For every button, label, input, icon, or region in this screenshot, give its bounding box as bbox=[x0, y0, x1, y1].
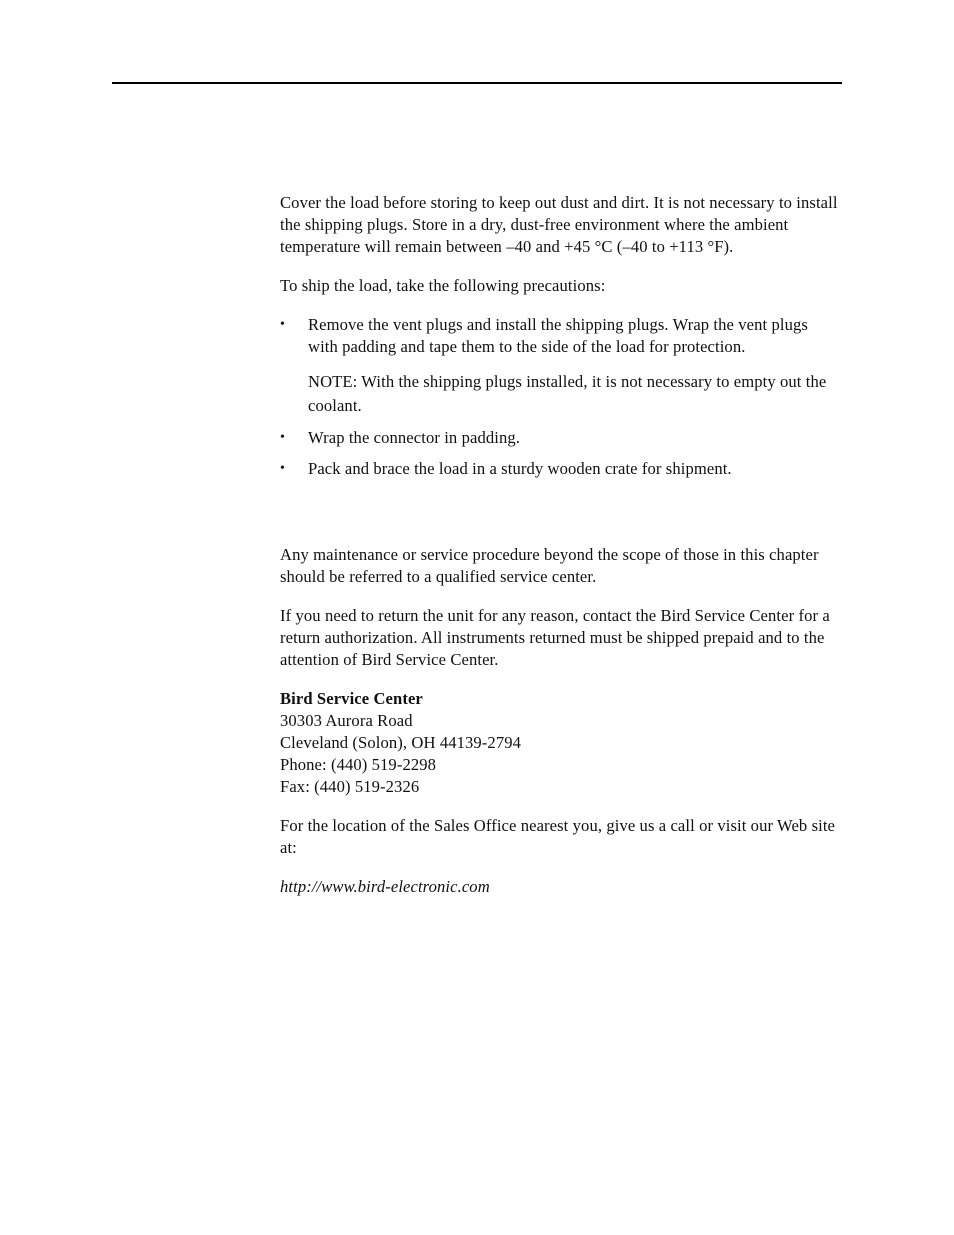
section-spacer bbox=[280, 480, 842, 544]
storage-paragraph: Cover the load before storing to keep out dust and dirt. It is not necessary to install the shipping plugs. Store in a dry, dust-free environment where the ambient temperature will remain between –40 and +45 °C (–40 to +113 °F). bbox=[280, 193, 838, 256]
address-fax: Fax: (440) 519-2326 bbox=[280, 777, 420, 796]
list-item-text: Wrap the connector in padding. bbox=[308, 428, 520, 447]
website-link[interactable]: http://www.bird-electronic.com bbox=[280, 877, 490, 896]
shipping-intro: To ship the load, take the following precautions: bbox=[280, 276, 606, 295]
service-center-address bbox=[280, 688, 842, 798]
return-paragraph: If you need to return the unit for any reason, contact the Bird Service Center for a return authorization. All instruments returned must be shipped prepaid and to the attention of Bird Service Center. bbox=[280, 606, 830, 669]
list-item bbox=[280, 458, 842, 480]
bullet-icon: • bbox=[280, 461, 286, 476]
sales-office-paragraph: For the location of the Sales Office nearest you, give us a call or visit our Web site at: bbox=[280, 816, 836, 857]
address-street: 30303 Aurora Road bbox=[280, 711, 413, 730]
shipping-precautions-list-cont bbox=[280, 427, 842, 480]
list-item-text: Remove the vent plugs and install the shipping plugs. Wrap the vent plugs with padding and tape them to the side of the load for protection. bbox=[308, 315, 808, 356]
address-phone: Phone: (440) 519-2298 bbox=[280, 755, 437, 774]
service-paragraph: Any maintenance or service procedure beyond the scope of those in this chapter should be referred to a qualified service center. bbox=[280, 545, 819, 586]
list-item bbox=[280, 427, 842, 449]
shipping-precautions-list bbox=[280, 314, 842, 358]
header-rule bbox=[112, 82, 842, 84]
address-title: Bird Service Center bbox=[280, 689, 423, 708]
list-item bbox=[280, 314, 842, 358]
bullet-icon: • bbox=[280, 430, 286, 445]
bullet-icon: • bbox=[280, 317, 286, 332]
page-body bbox=[280, 192, 842, 898]
shipping-note: NOTE: With the shipping plugs installed, it is not necessary to empty out the coolant. bbox=[308, 372, 827, 415]
list-item-text: Pack and brace the load in a sturdy wooden crate for shipment. bbox=[308, 459, 732, 478]
address-city: Cleveland (Solon), OH 44139-2794 bbox=[280, 733, 522, 752]
